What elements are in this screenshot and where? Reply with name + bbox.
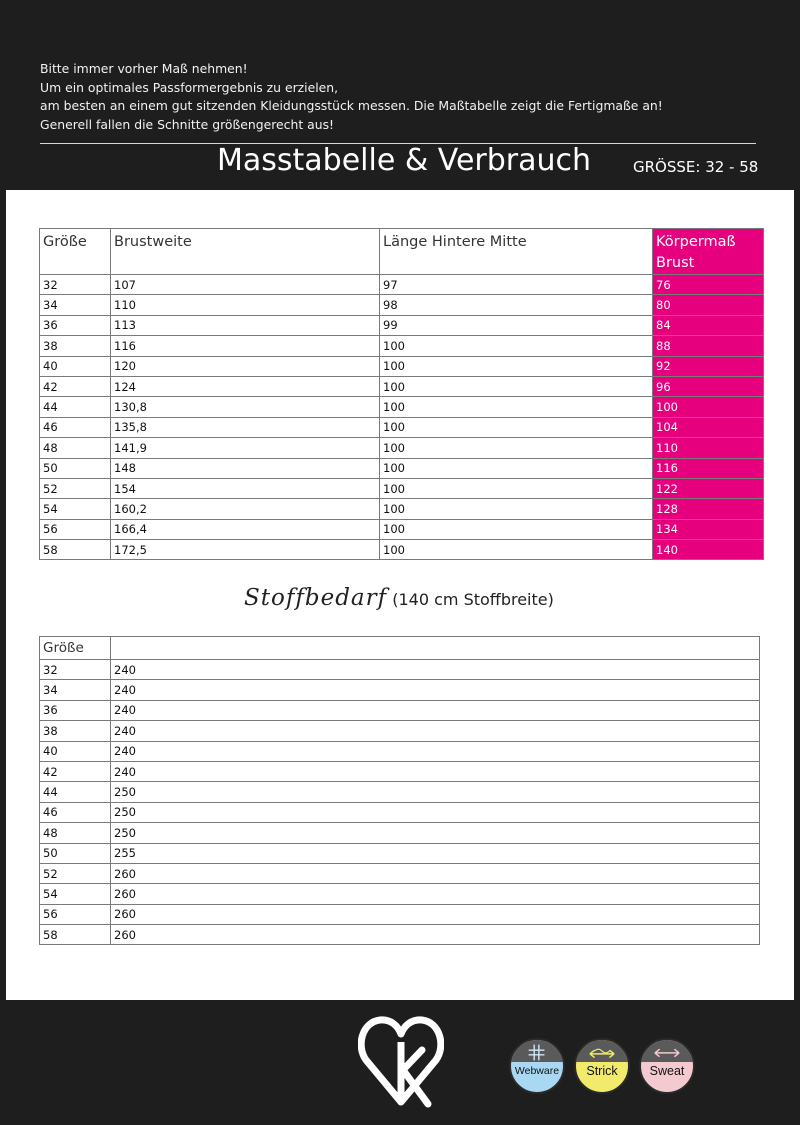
cell-size: 48 bbox=[40, 438, 111, 458]
intro-line: Um ein optimales Passformergebnis zu erzielen, bbox=[40, 79, 339, 95]
cell-back-length: 97 bbox=[380, 275, 653, 295]
cell-chest-width: 172,5 bbox=[111, 540, 380, 560]
cell-body-chest: 116 bbox=[653, 458, 764, 478]
cell-amount: 260 bbox=[111, 884, 760, 904]
table-row bbox=[40, 336, 764, 356]
cell-amount: 240 bbox=[111, 700, 760, 720]
cell-amount: 260 bbox=[111, 863, 760, 883]
right-border bbox=[794, 190, 800, 1000]
cell-size: 58 bbox=[40, 540, 111, 560]
cell-back-length: 99 bbox=[380, 315, 653, 335]
table-row bbox=[40, 884, 760, 904]
cell-chest-width: 154 bbox=[111, 478, 380, 498]
cell-chest-width: 148 bbox=[111, 458, 380, 478]
cell-amount: 240 bbox=[111, 761, 760, 781]
table-row bbox=[40, 700, 760, 720]
cell-size: 46 bbox=[40, 802, 111, 822]
cell-body-chest: 122 bbox=[653, 478, 764, 498]
cell-size: 40 bbox=[40, 356, 111, 376]
cell-chest-width: 110 bbox=[111, 295, 380, 315]
cell-size: 52 bbox=[40, 478, 111, 498]
cell-chest-width: 160,2 bbox=[111, 499, 380, 519]
cell-body-chest: 110 bbox=[653, 438, 764, 458]
grid-icon bbox=[511, 1042, 563, 1062]
cell-back-length: 100 bbox=[380, 336, 653, 356]
cell-body-chest: 92 bbox=[653, 356, 764, 376]
header-body-chest bbox=[653, 229, 764, 275]
cell-size: 56 bbox=[40, 519, 111, 539]
cell-body-chest: 96 bbox=[653, 376, 764, 396]
cell-back-length: 100 bbox=[380, 397, 653, 417]
cell-chest-width: 116 bbox=[111, 336, 380, 356]
table-row bbox=[40, 843, 760, 863]
cell-body-chest: 84 bbox=[653, 315, 764, 335]
intro-line: Generell fallen die Schnitte größengerecht aus! bbox=[40, 116, 335, 132]
cell-back-length: 100 bbox=[380, 376, 653, 396]
header-back-length: Länge Hintere Mitte bbox=[380, 229, 653, 275]
measurement-table bbox=[39, 228, 764, 560]
cell-size: 42 bbox=[40, 761, 111, 781]
table-row bbox=[40, 376, 764, 396]
table-row bbox=[40, 761, 760, 781]
cell-back-length: 100 bbox=[380, 499, 653, 519]
table-row bbox=[40, 660, 760, 680]
size-range: GRÖSSE: 32 - 58 bbox=[633, 158, 759, 176]
cell-chest-width: 141,9 bbox=[111, 438, 380, 458]
cell-size: 36 bbox=[40, 315, 111, 335]
cell-size: 42 bbox=[40, 376, 111, 396]
cell-chest-width: 166,4 bbox=[111, 519, 380, 539]
header-amount bbox=[111, 637, 760, 660]
stretch-arrows-icon bbox=[641, 1042, 693, 1062]
fabric-type-strick bbox=[574, 1038, 630, 1094]
fabric-heading-note: (140 cm Stoffbreite) bbox=[392, 590, 554, 609]
table-row bbox=[40, 417, 764, 437]
cell-size: 56 bbox=[40, 904, 111, 924]
cell-body-chest: 100 bbox=[653, 397, 764, 417]
cell-chest-width: 130,8 bbox=[111, 397, 380, 417]
cell-body-chest: 80 bbox=[653, 295, 764, 315]
header-body-chest-line1: Körpermaß bbox=[656, 234, 736, 250]
fabric-type-webware bbox=[509, 1038, 565, 1094]
cell-size: 38 bbox=[40, 336, 111, 356]
cell-size: 48 bbox=[40, 823, 111, 843]
cell-body-chest: 134 bbox=[653, 519, 764, 539]
cell-amount: 260 bbox=[111, 904, 760, 924]
cell-amount: 240 bbox=[111, 680, 760, 700]
table-row bbox=[40, 904, 760, 924]
cell-size: 54 bbox=[40, 884, 111, 904]
table-row bbox=[40, 741, 760, 761]
cell-size: 50 bbox=[40, 458, 111, 478]
cell-body-chest: 88 bbox=[653, 336, 764, 356]
intro-text bbox=[40, 60, 663, 134]
cell-back-length: 100 bbox=[380, 438, 653, 458]
cell-size: 34 bbox=[40, 680, 111, 700]
table-row bbox=[40, 458, 764, 478]
cell-chest-width: 113 bbox=[111, 315, 380, 335]
table-header-row bbox=[40, 229, 764, 275]
table-row bbox=[40, 519, 764, 539]
cell-size: 32 bbox=[40, 660, 111, 680]
cell-size: 34 bbox=[40, 295, 111, 315]
brand-heart-logo-icon bbox=[358, 1012, 444, 1108]
fabric-table bbox=[39, 636, 760, 945]
table-row bbox=[40, 540, 764, 560]
cell-body-chest: 76 bbox=[653, 275, 764, 295]
cell-amount: 240 bbox=[111, 741, 760, 761]
table-row bbox=[40, 721, 760, 741]
cell-size: 52 bbox=[40, 863, 111, 883]
cell-amount: 260 bbox=[111, 925, 760, 945]
table-row bbox=[40, 925, 760, 945]
table-row bbox=[40, 295, 764, 315]
table-header-row bbox=[40, 637, 760, 660]
table-row bbox=[40, 397, 764, 417]
table-row bbox=[40, 315, 764, 335]
intro-line: am besten an einem gut sitzenden Kleidungsstück messen. Die Maßtabelle zeigt die Fertigmaße an! bbox=[40, 98, 663, 113]
cell-back-length: 100 bbox=[380, 356, 653, 376]
cell-back-length: 98 bbox=[380, 295, 653, 315]
cell-back-length: 100 bbox=[380, 478, 653, 498]
cell-back-length: 100 bbox=[380, 417, 653, 437]
fabric-heading bbox=[244, 585, 554, 611]
cell-amount: 250 bbox=[111, 802, 760, 822]
badge-label: Sweat bbox=[649, 1064, 685, 1078]
cell-back-length: 100 bbox=[380, 458, 653, 478]
badge-label: Webware bbox=[514, 1065, 560, 1077]
page-title: Masstabelle & Verbrauch bbox=[217, 143, 592, 178]
stretch-arrows-icon bbox=[576, 1042, 628, 1062]
cell-back-length: 100 bbox=[380, 519, 653, 539]
cell-chest-width: 107 bbox=[111, 275, 380, 295]
cell-size: 32 bbox=[40, 275, 111, 295]
cell-amount: 250 bbox=[111, 823, 760, 843]
cell-body-chest: 104 bbox=[653, 417, 764, 437]
cell-size: 58 bbox=[40, 925, 111, 945]
cell-back-length: 100 bbox=[380, 540, 653, 560]
table-row bbox=[40, 478, 764, 498]
header-size: Größe bbox=[40, 637, 111, 660]
table-row bbox=[40, 823, 760, 843]
cell-size: 38 bbox=[40, 721, 111, 741]
table-row bbox=[40, 680, 760, 700]
table-row bbox=[40, 782, 760, 802]
cell-size: 40 bbox=[40, 741, 111, 761]
table-row bbox=[40, 499, 764, 519]
table-row bbox=[40, 438, 764, 458]
cell-size: 36 bbox=[40, 700, 111, 720]
cell-amount: 250 bbox=[111, 782, 760, 802]
fabric-type-sweat bbox=[639, 1038, 695, 1094]
left-border bbox=[0, 190, 6, 1000]
cell-size: 54 bbox=[40, 499, 111, 519]
table-row bbox=[40, 275, 764, 295]
cell-size: 44 bbox=[40, 397, 111, 417]
cell-chest-width: 124 bbox=[111, 376, 380, 396]
cell-size: 46 bbox=[40, 417, 111, 437]
cell-body-chest: 140 bbox=[653, 540, 764, 560]
header-chest-width: Brustweite bbox=[111, 229, 380, 275]
cell-size: 50 bbox=[40, 843, 111, 863]
intro-line: Bitte immer vorher Maß nehmen! bbox=[40, 61, 248, 76]
badge-label: Strick bbox=[586, 1064, 618, 1078]
cell-chest-width: 120 bbox=[111, 356, 380, 376]
cell-body-chest: 128 bbox=[653, 499, 764, 519]
fabric-heading-script: Stoffbedarf bbox=[244, 585, 388, 611]
header-body-chest-line2: Brust bbox=[656, 255, 695, 271]
table-row bbox=[40, 802, 760, 822]
cell-size: 44 bbox=[40, 782, 111, 802]
cell-amount: 255 bbox=[111, 843, 760, 863]
header-size: Größe bbox=[40, 229, 111, 275]
table-row bbox=[40, 356, 764, 376]
table-row bbox=[40, 863, 760, 883]
cell-amount: 240 bbox=[111, 660, 760, 680]
cell-amount: 240 bbox=[111, 721, 760, 741]
cell-chest-width: 135,8 bbox=[111, 417, 380, 437]
